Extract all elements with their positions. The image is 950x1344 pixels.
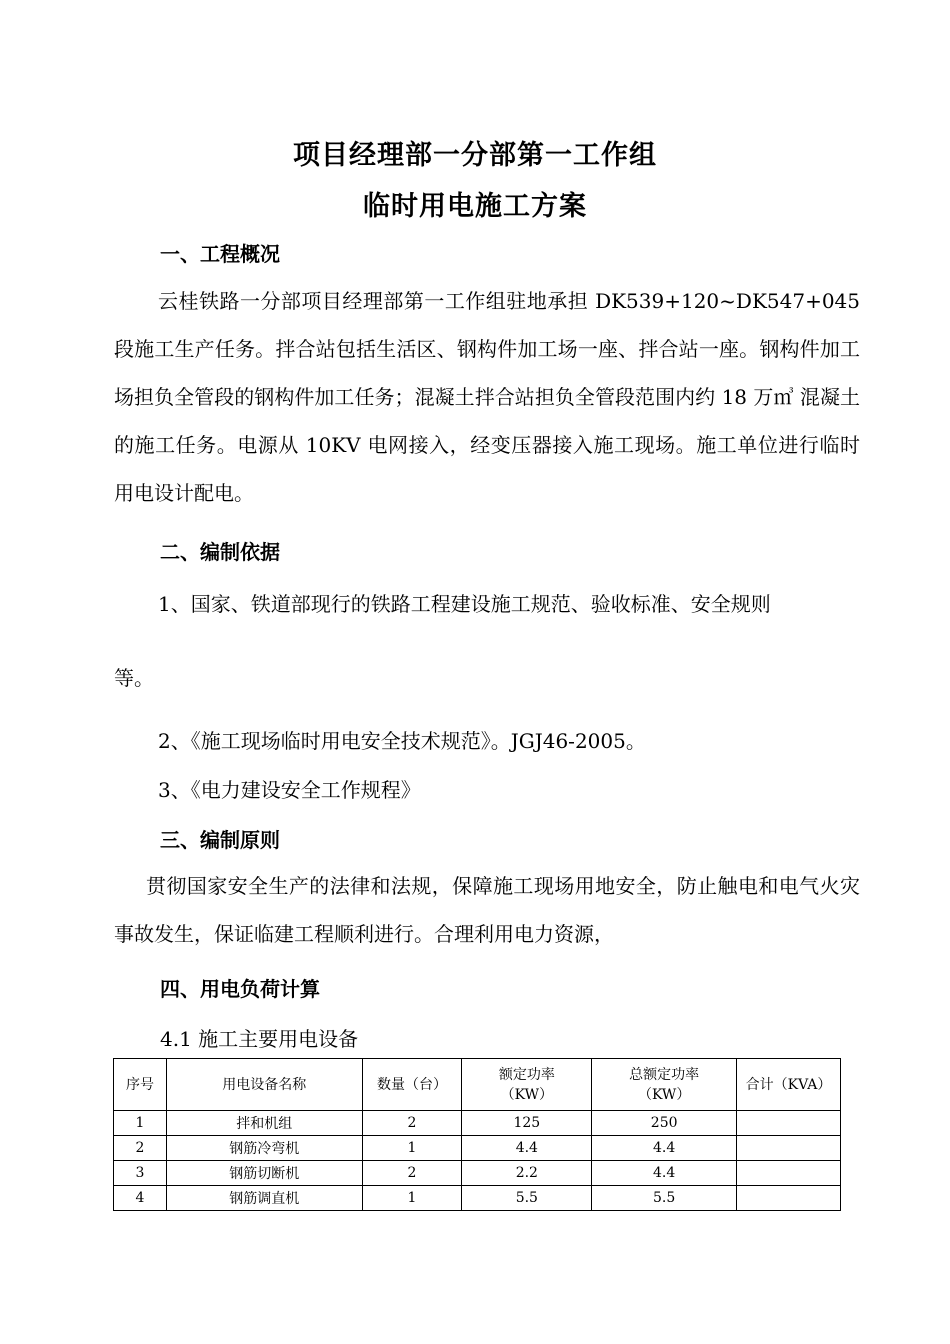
cell-total bbox=[737, 1186, 841, 1211]
cell-name: 拌和机组 bbox=[166, 1111, 362, 1136]
cell-rated: 5.5 bbox=[462, 1186, 592, 1211]
principles-paragraph: 贯彻国家安全生产的法律和法规，保障施工现场用地安全，防止触电和电气火灾事故发生，保证临建工程顺利进行。合理利用电力资源， bbox=[114, 874, 860, 946]
table-row bbox=[114, 1186, 841, 1211]
cell-qty: 1 bbox=[362, 1136, 462, 1161]
header-total-rated-power-label: 总额定功率 bbox=[629, 1066, 700, 1083]
section-heading-load-calc: 四、用电负荷计算 bbox=[160, 977, 320, 1001]
table-row bbox=[114, 1136, 841, 1161]
cell-total-rated: 4.4 bbox=[592, 1161, 737, 1186]
equipment-table bbox=[113, 1058, 841, 1211]
document-title: 项目经理部一分部第一工作组 bbox=[293, 140, 657, 171]
header-equipment-name: 用电设备名称 bbox=[166, 1059, 362, 1111]
header-total-rated-power-unit: （KW） bbox=[637, 1086, 691, 1103]
cell-total bbox=[737, 1136, 841, 1161]
cell-qty: 2 bbox=[362, 1161, 462, 1186]
cell-rated: 4.4 bbox=[462, 1136, 592, 1161]
header-no: 序号 bbox=[114, 1059, 167, 1111]
table-row bbox=[114, 1111, 841, 1136]
basis-item-3: 3、《电力建设安全工作规程》 bbox=[158, 778, 421, 802]
section-heading-principles: 三、编制原则 bbox=[160, 828, 280, 852]
section-heading-overview: 一、工程概况 bbox=[160, 242, 280, 266]
header-rated-power bbox=[462, 1059, 592, 1111]
basis-item-1-continued: 等。 bbox=[114, 666, 154, 690]
header-rated-power-label: 额定功率 bbox=[498, 1066, 555, 1083]
basis-item-2: 2、《施工现场临时用电安全技术规范》。JGJ46-2005。 bbox=[158, 729, 646, 753]
overview-paragraph: 云桂铁路一分部项目经理部第一工作组驻地承担 DK539+120~DK547+045 段施工生产任务。拌合站包括生活区、钢构件加工场一座、拌合站一座。钢构件加工场担负全管段的钢构件加工任务；混凝土拌合站担负全管段范围内约 18 万㎥ 混凝土的施工任务。电源从 10KV 电网接入，经变压器接入施工现场。施工单位进行临时用电设计配电。 bbox=[114, 289, 860, 505]
cell-qty: 2 bbox=[362, 1111, 462, 1136]
cell-total-rated: 5.5 bbox=[592, 1186, 737, 1211]
cell-rated: 125 bbox=[462, 1111, 592, 1136]
header-rated-power-unit: （KW） bbox=[500, 1086, 554, 1103]
section-heading-basis: 二、编制依据 bbox=[160, 540, 280, 564]
cell-no: 4 bbox=[114, 1186, 167, 1211]
header-quantity: 数量（台） bbox=[362, 1059, 462, 1111]
cell-total bbox=[737, 1161, 841, 1186]
basis-item-1: 1、国家、铁道部现行的铁路工程建设施工规范、验收标准、安全规则 bbox=[158, 592, 771, 616]
header-total-kva: 合计（KVA） bbox=[737, 1059, 841, 1111]
cell-name: 钢筋冷弯机 bbox=[166, 1136, 362, 1161]
cell-qty: 1 bbox=[362, 1186, 462, 1211]
cell-name: 钢筋调直机 bbox=[166, 1186, 362, 1211]
cell-no: 2 bbox=[114, 1136, 167, 1161]
table-header-row bbox=[114, 1059, 841, 1111]
cell-total-rated: 4.4 bbox=[592, 1136, 737, 1161]
cell-name: 钢筋切断机 bbox=[166, 1161, 362, 1186]
cell-rated: 2.2 bbox=[462, 1161, 592, 1186]
cell-no: 3 bbox=[114, 1161, 167, 1186]
cell-total-rated: 250 bbox=[592, 1111, 737, 1136]
table-row bbox=[114, 1161, 841, 1186]
document-subtitle: 临时用电施工方案 bbox=[363, 191, 587, 222]
header-total-rated-power bbox=[592, 1059, 737, 1111]
cell-no: 1 bbox=[114, 1111, 167, 1136]
subsection-heading-equipment: 4.1 施工主要用电设备 bbox=[160, 1027, 359, 1051]
cell-total bbox=[737, 1111, 841, 1136]
